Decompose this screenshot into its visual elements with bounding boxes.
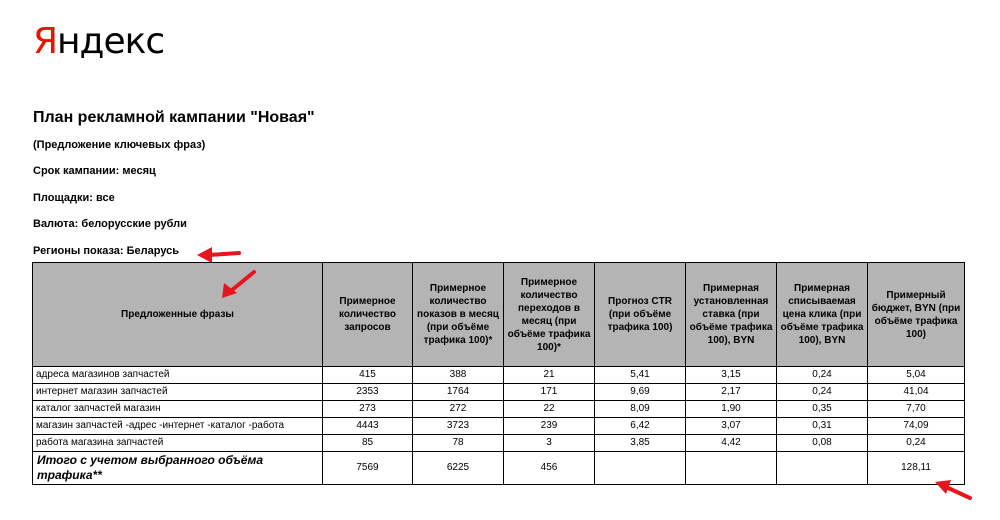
value-cell: 0,24 xyxy=(777,367,868,384)
value-cell: 22 xyxy=(504,401,595,418)
value-cell: 415 xyxy=(323,367,413,384)
value-cell: 9,69 xyxy=(595,384,686,401)
value-cell: 272 xyxy=(413,401,504,418)
phrase-cell: каталог запчастей магазин xyxy=(33,401,323,418)
total-value-cell xyxy=(686,452,777,485)
table-row xyxy=(33,435,965,452)
value-cell: 1,90 xyxy=(686,401,777,418)
value-cell: 41,04 xyxy=(868,384,965,401)
value-cell: 0,24 xyxy=(868,435,965,452)
subtitle: (Предложение ключевых фраз) xyxy=(33,139,206,151)
value-cell: 0,35 xyxy=(777,401,868,418)
total-value-cell xyxy=(777,452,868,485)
value-cell: 3 xyxy=(504,435,595,452)
value-cell: 388 xyxy=(413,367,504,384)
column-header: Примерная установленная ставка (при объёме трафика 100), BYN xyxy=(686,263,777,367)
value-cell: 0,08 xyxy=(777,435,868,452)
column-header: Примерное количество показов в месяц (при объёме трафика 100)* xyxy=(413,263,504,367)
campaign-currency: Валюта: белорусские рубли xyxy=(33,218,187,230)
value-cell: 3,07 xyxy=(686,418,777,435)
value-cell: 0,24 xyxy=(777,384,868,401)
campaign-regions: Регионы показа: Беларусь xyxy=(33,245,180,257)
column-header: Примерный бюджет, BYN (при объёме трафика 100) xyxy=(868,263,965,367)
total-value-cell xyxy=(595,452,686,485)
value-cell: 3,85 xyxy=(595,435,686,452)
table-header-row xyxy=(33,263,965,367)
table-row xyxy=(33,384,965,401)
table-row xyxy=(33,367,965,384)
value-cell: 4,42 xyxy=(686,435,777,452)
value-cell: 273 xyxy=(323,401,413,418)
value-cell: 6,42 xyxy=(595,418,686,435)
campaign-platforms: Площадки: все xyxy=(33,192,115,204)
total-row xyxy=(33,452,965,485)
total-budget-cell: 128,11 xyxy=(868,452,965,485)
column-header: Примерная списываемая цена клика (при объёме трафика 100), BYN xyxy=(777,263,868,367)
phrase-cell: работа магазина запчастей xyxy=(33,435,323,452)
column-header: Предложенные фразы xyxy=(33,263,323,367)
campaign-duration: Срок кампании: месяц xyxy=(33,165,156,177)
value-cell: 171 xyxy=(504,384,595,401)
column-header: Примерное количество запросов xyxy=(323,263,413,367)
phrase-cell: магазин запчастей -адрес -интернет -каталог -работа xyxy=(33,418,323,435)
column-header: Примерное количество переходов в месяц (при объёме трафика 100)* xyxy=(504,263,595,367)
value-cell: 7,70 xyxy=(868,401,965,418)
total-value-cell: 6225 xyxy=(413,452,504,485)
value-cell: 1764 xyxy=(413,384,504,401)
value-cell: 5,41 xyxy=(595,367,686,384)
value-cell: 85 xyxy=(323,435,413,452)
value-cell: 2353 xyxy=(323,384,413,401)
value-cell: 239 xyxy=(504,418,595,435)
total-value-cell: 456 xyxy=(504,452,595,485)
page-title: План рекламной кампании "Новая" xyxy=(33,109,315,126)
value-cell: 21 xyxy=(504,367,595,384)
value-cell: 8,09 xyxy=(595,401,686,418)
value-cell: 74,09 xyxy=(868,418,965,435)
phrase-cell: интернет магазин запчастей xyxy=(33,384,323,401)
total-value-cell: 7569 xyxy=(323,452,413,485)
total-label: Итого с учетом выбранного объёма трафика** xyxy=(33,452,323,485)
value-cell: 78 xyxy=(413,435,504,452)
yandex-logo[interactable]: Яндекс xyxy=(33,21,165,62)
value-cell: 2,17 xyxy=(686,384,777,401)
column-header: Прогноз CTR (при объёме трафика 100) xyxy=(595,263,686,367)
value-cell: 4443 xyxy=(323,418,413,435)
value-cell: 3723 xyxy=(413,418,504,435)
table-row xyxy=(33,401,965,418)
table-row xyxy=(33,418,965,435)
phrase-cell: адреса магазинов запчастей xyxy=(33,367,323,384)
value-cell: 3,15 xyxy=(686,367,777,384)
value-cell: 5,04 xyxy=(868,367,965,384)
keyword-plan-table xyxy=(32,262,965,485)
value-cell: 0,31 xyxy=(777,418,868,435)
